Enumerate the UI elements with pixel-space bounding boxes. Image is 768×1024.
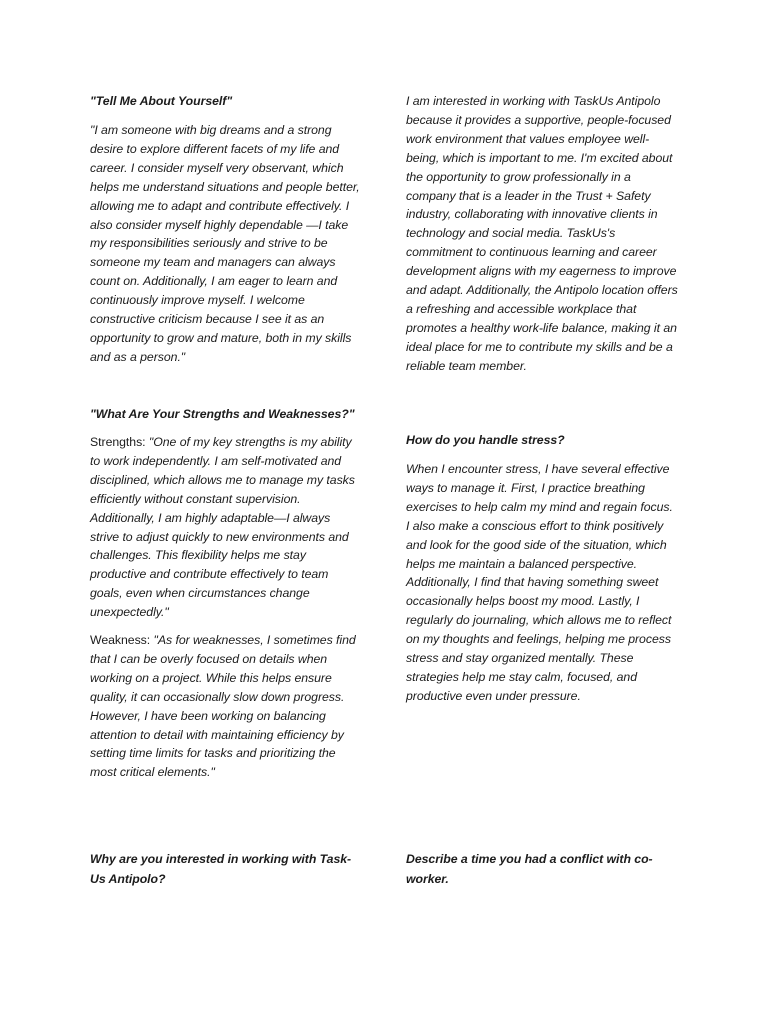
heading-handle-stress: How do you handle stress? bbox=[406, 433, 565, 447]
answer-weakness bbox=[90, 631, 362, 782]
strengths-label: Strengths: bbox=[90, 435, 149, 449]
heading-conflict-coworker: Describe a time you had a conflict with co-worker. bbox=[406, 852, 653, 886]
strengths-text: "One of my key strengths is my ability to work independently. I am self-motivated and disciplined, which allows me to manage my tasks efficiently without constant supervision. Additionally, I am highly adaptable—I always strive to adjust quickly to new environments and challenges. This flexibility helps me stay productive and contribute effectively to team goals, even when circumstances change unexpectedly." bbox=[90, 435, 355, 620]
answer-tell-me-about-yourself: "I am someone with big dreams and a strong desire to explore different facets of my life and career. I consider myself very observant, which helps me understand situations and people better, allowing me to adapt and contribute effectively. I also consider myself highly dependable —I take my responsibilities seriously and strive to be someone my team and managers can always count on. Additionally, I am eager to learn and continuously improve myself. I welcome constructive criticism because I see it as an opportunity to grow and mature, both in my skills and as a person." bbox=[90, 123, 360, 364]
weakness-text: "As for weaknesses, I sometimes find that I can be overly focused on details when working on a project. While this helps ensure quality, it can occasionally slow down progress. However, I have been working on balancing attention to detail with maintaining efficiency by setting time limits for tasks and prioritizing the most critical elements." bbox=[90, 633, 356, 780]
weakness-label: Weakness: bbox=[90, 633, 154, 647]
heading-strengths-weaknesses: "What Are Your Strengths and Weaknesses?" bbox=[90, 407, 355, 421]
answer-handle-stress: When I encounter stress, I have several effective ways to manage it. First, I practice breathing exercises to help calm my mind and regain focus. I also make a conscious effort to think positively and look for the good side of the situation, which helps me maintain a balanced perspective. Additionally, I find that having something sweet occasionally helps boost my mood. Lastly, I regularly do journaling, which allows me to reflect on my thoughts and feelings, helping me process stress and stay organized mentally. These strategies help me stay calm, focused, and productive even under pressure. bbox=[406, 462, 673, 703]
answer-why-taskus-antipolo: I am interested in working with TaskUs Antipolo because it provides a supportive, people-focused work environment that values employee well-being, which is important to me. I'm excited about the opportunity to grow professionally in a company that is a leader in the Trust + Safety industry, collaborating with innovative clients in technology and social media. TaskUs's commitment to continuous learning and career development aligns with my eagerness to improve and adapt. Additionally, the Antipolo location offers a refreshing and accessible workplace that promotes a healthy work-life balance, making it an ideal place for me to contribute my skills and be a reliable team member. bbox=[406, 94, 678, 373]
heading-tell-me-about-yourself: "Tell Me About Yourself" bbox=[90, 94, 233, 108]
heading-why-taskus-antipolo: Why are you interested in working with Task-Us Antipolo? bbox=[90, 852, 352, 886]
answer-strengths bbox=[90, 433, 362, 622]
